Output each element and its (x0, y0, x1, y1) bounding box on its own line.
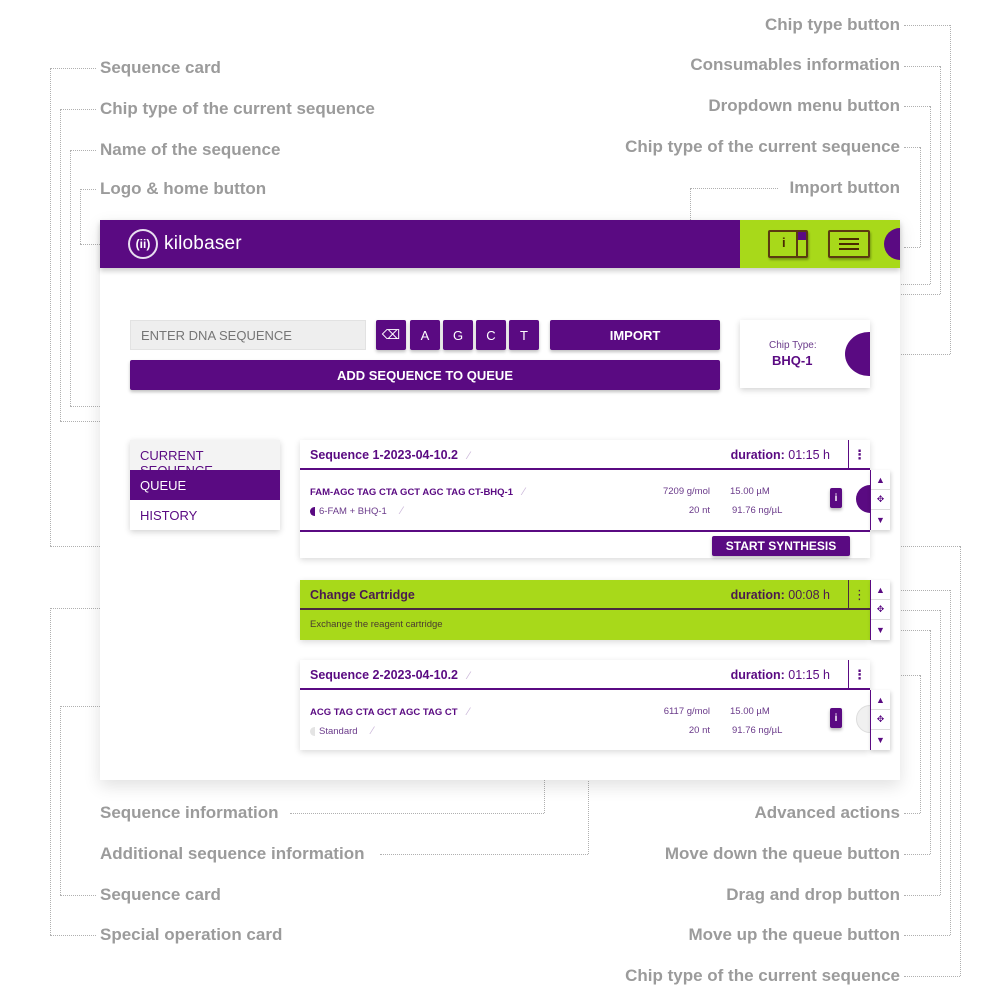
operation-description: Exchange the reagent cartridge (310, 619, 443, 630)
callout-chip-type-current: Chip type of the current sequence (100, 99, 375, 118)
leader-line (70, 150, 71, 406)
callout-logo-home: Logo & home button (100, 179, 267, 198)
drag-handle-button[interactable]: ✥ (871, 710, 890, 730)
callout-special-operation: Special operation card (100, 925, 283, 944)
hamburger-icon (839, 243, 859, 245)
callout-sequence-card-2: Sequence card (100, 885, 221, 904)
leader-line (950, 590, 951, 935)
modification-info (310, 505, 403, 517)
move-up-button[interactable]: ▲ (871, 470, 890, 490)
callout-advanced-actions: Advanced actions (754, 803, 900, 822)
leader-line (904, 935, 950, 936)
edit-pencil-icon[interactable]: ⁄ (468, 670, 470, 682)
leader-line (904, 66, 940, 67)
leader-line (930, 106, 931, 284)
advanced-actions-button[interactable]: ⋮ (848, 440, 870, 470)
chip-type-card (740, 320, 870, 388)
leader-line (920, 675, 921, 813)
leader-line (380, 854, 588, 855)
callout-sequence-card: Sequence card (100, 58, 221, 77)
modification-info (310, 725, 373, 737)
leader-line (904, 976, 960, 977)
chip-type-button[interactable] (884, 228, 900, 260)
leader-line (60, 895, 96, 896)
edit-pencil-icon[interactable]: ⁄ (400, 505, 403, 517)
callout-drag-drop: Drag and drop button (726, 885, 900, 904)
edit-pencil-icon[interactable]: ⁄ (468, 450, 470, 462)
edit-pencil-icon[interactable]: ⁄ (371, 725, 374, 737)
callout-move-down: Move down the queue button (664, 844, 900, 863)
leader-line (50, 935, 96, 936)
sequence-text (310, 486, 525, 498)
leader-line (904, 854, 930, 855)
logo-home-button[interactable] (128, 229, 242, 259)
card-body (300, 690, 870, 750)
sequence-card (300, 660, 870, 750)
drag-handle-button[interactable]: ✥ (871, 600, 890, 620)
mass-concentration: 91.76 ng/µL (732, 505, 783, 516)
sequence-name (310, 448, 470, 462)
import-button[interactable]: IMPORT (550, 320, 720, 350)
start-synthesis-button[interactable]: START SYNTHESIS (712, 536, 850, 556)
move-down-button[interactable]: ▼ (876, 735, 885, 745)
sequence-value: ACG TAG CTA GCT AGC TAG CT (310, 707, 458, 718)
logo-icon: (ii) (128, 229, 158, 259)
key-g-button[interactable]: G (443, 320, 473, 350)
top-bar (100, 220, 900, 268)
leader-line (904, 147, 920, 148)
duration (731, 668, 830, 682)
drag-handle-button[interactable]: ✥ (871, 490, 890, 510)
callout-move-up: Move up the queue button (688, 925, 900, 944)
chip-type-label: Chip Type: (769, 340, 817, 351)
chip-indicator-icon (845, 332, 870, 376)
chip-type-value: BHQ-1 (772, 353, 813, 368)
sequence-name-text: Sequence 1-2023-04-10.2 (310, 448, 459, 462)
callout-dropdown-menu: Dropdown menu button (708, 96, 900, 115)
leader-line (950, 25, 951, 354)
backspace-button[interactable]: ⌫ (376, 320, 406, 350)
leader-line (80, 189, 81, 244)
card-footer (300, 530, 870, 558)
dropdown-menu-button[interactable] (828, 230, 870, 258)
info-icon: i (782, 235, 786, 250)
brand-name: kilobaser (164, 233, 242, 254)
nav-queue[interactable]: QUEUE (130, 470, 280, 500)
leader-line (904, 813, 920, 814)
duration-label: duration: (730, 668, 785, 682)
chip-half-icon (310, 727, 315, 736)
leader-line (940, 66, 941, 294)
sequence-info-button[interactable]: i (830, 708, 842, 728)
sequence-length: 20 nt (688, 505, 710, 516)
duration-label: duration: (730, 588, 785, 602)
sequence-length: 20 nt (688, 725, 710, 736)
leader-line (960, 546, 961, 976)
duration-value: 01:15 h (788, 668, 830, 682)
operation-name: Change Cartridge (310, 588, 415, 602)
hamburger-icon (839, 248, 859, 250)
duration (731, 448, 830, 462)
modification-value: Standard (319, 725, 358, 737)
callout-sequence-name: Name of the sequence (100, 140, 281, 159)
dna-sequence-input[interactable] (130, 320, 366, 350)
app-window (100, 220, 900, 780)
advanced-actions-button[interactable]: ⋮ (848, 660, 870, 690)
callout-chip-type-current-3: Chip type of the current sequence (625, 966, 900, 985)
leader-line (940, 610, 941, 895)
card-body (300, 610, 870, 638)
molecular-weight: 6117 g/mol (663, 706, 710, 717)
callout-import-button: Import button (789, 178, 900, 197)
sequence-name (310, 668, 470, 682)
leader-line (50, 68, 51, 546)
leader-line (60, 706, 61, 895)
nav-history[interactable]: HISTORY (140, 508, 198, 523)
callout-additional-info: Additional sequence information (100, 844, 365, 863)
callout-chip-type-button: Chip type button (764, 15, 900, 34)
leader-line (50, 68, 96, 69)
duration-value: 01:15 h (788, 448, 830, 462)
consumables-info-button[interactable] (768, 230, 808, 258)
sequence-info-button[interactable]: i (830, 488, 842, 508)
top-bar-actions (740, 220, 900, 268)
key-t-button[interactable]: T (509, 320, 539, 350)
leader-line (904, 106, 930, 107)
sequence-value: FAM-AGC TAG CTA GCT AGC TAG CT-BHQ-1 (310, 487, 513, 498)
move-down-button[interactable]: ▼ (876, 625, 885, 635)
leader-line (290, 813, 544, 814)
concentration: 15.00 µM (730, 486, 770, 497)
add-sequence-button[interactable]: ADD SEQUENCE TO QUEUE (130, 360, 720, 390)
card-body (300, 470, 870, 530)
chip-half-icon (310, 507, 315, 516)
side-nav (130, 440, 280, 530)
leader-line (892, 590, 950, 591)
leader-line (70, 150, 96, 151)
sequence-name-text: Sequence 2-2023-04-10.2 (310, 668, 459, 682)
mass-concentration: 91.76 ng/µL (732, 725, 783, 736)
move-down-button[interactable]: ▼ (876, 515, 885, 525)
card-header (300, 580, 870, 610)
leader-line (80, 189, 96, 190)
move-up-button[interactable]: ▲ (871, 690, 890, 710)
leader-line (60, 109, 96, 110)
duration-value: 00:08 h (788, 588, 830, 602)
hamburger-icon (839, 238, 859, 240)
callout-chip-type-current-2: Chip type of the current sequence (625, 137, 900, 156)
leader-line (920, 147, 921, 247)
callout-consumables-info: Consumables information (690, 55, 900, 74)
queue-controls (870, 690, 890, 750)
leader-line (904, 247, 920, 248)
move-up-button[interactable]: ▲ (871, 580, 890, 600)
card-header (300, 440, 870, 470)
edit-pencil-icon[interactable]: ⁄ (467, 706, 470, 718)
leader-line (690, 188, 778, 189)
duration (731, 588, 830, 602)
callout-sequence-info: Sequence information (100, 803, 279, 822)
duration-label: duration: (730, 448, 785, 462)
concentration: 15.00 µM (730, 706, 770, 717)
modification-value: 6-FAM + BHQ-1 (319, 505, 387, 517)
key-c-button[interactable]: C (476, 320, 506, 350)
key-a-button[interactable]: A (410, 320, 440, 350)
nav-current-sequence[interactable]: CURRENT SEQUENCE (130, 440, 280, 470)
queue-controls (870, 470, 890, 530)
advanced-actions-button[interactable]: ⋮ (848, 580, 870, 610)
cartridge-level-icon (796, 232, 806, 256)
card-header (300, 660, 870, 690)
molecular-weight: 7209 g/mol (662, 486, 710, 497)
leader-line (930, 630, 931, 854)
leader-line (904, 895, 940, 896)
leader-line (904, 25, 950, 26)
leader-line (60, 109, 61, 421)
special-operation-card (300, 580, 870, 640)
sequence-card (300, 440, 870, 558)
sequence-text (310, 706, 469, 718)
queue-controls (870, 580, 890, 640)
leader-line (50, 608, 51, 935)
edit-pencil-icon[interactable]: ⁄ (523, 486, 525, 498)
